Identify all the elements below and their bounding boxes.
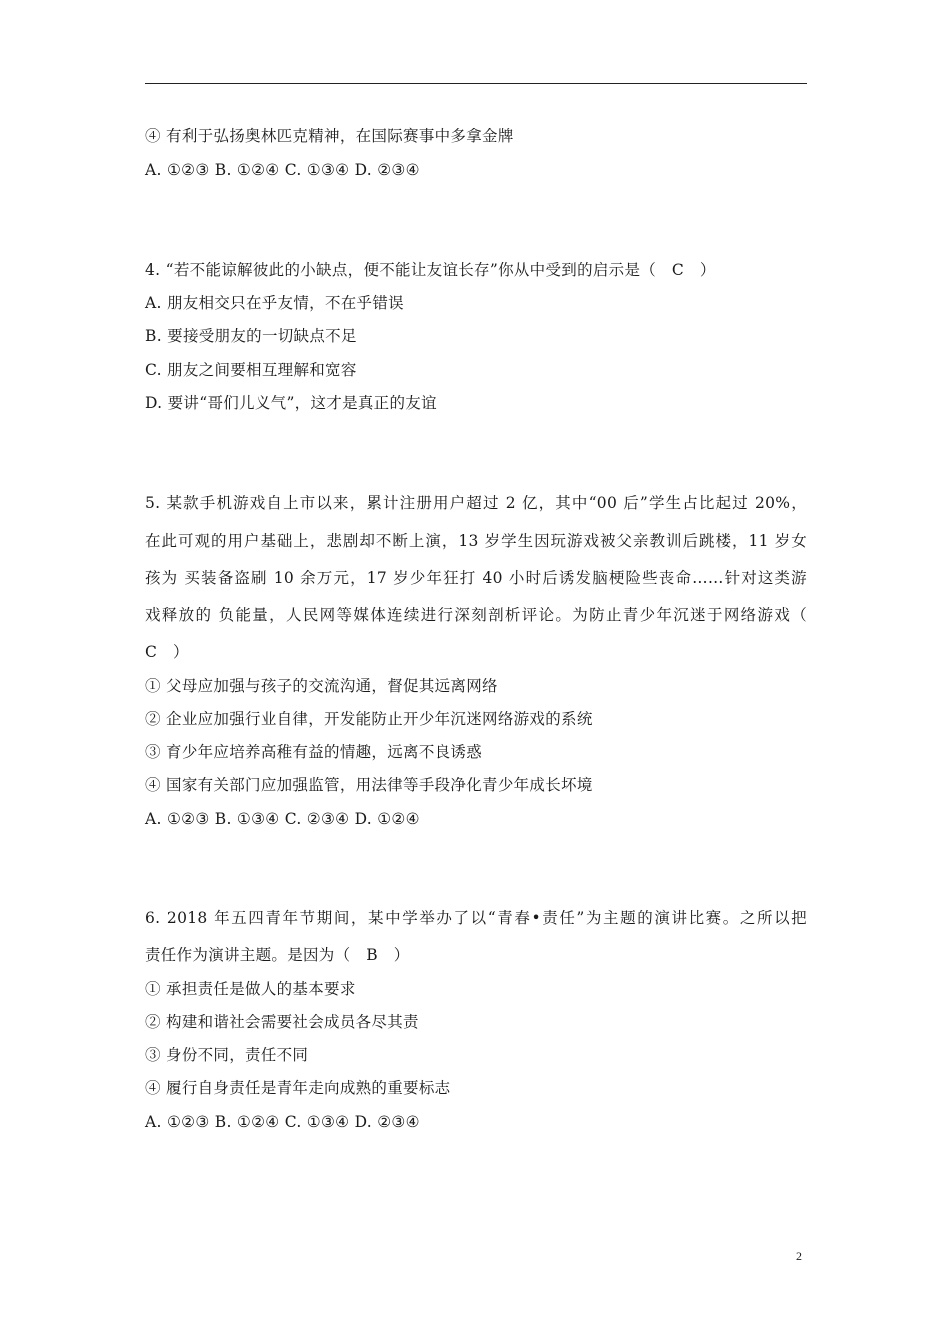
q5-answer: C ） — [145, 643, 189, 661]
q6-stem-line-2: 责任作为演讲主题。是因为（ B ） — [145, 946, 410, 964]
q4-choice-c: C. 朋友之间要相互理解和宽容 — [145, 361, 357, 379]
q4-stem: 4. “若不能谅解彼此的小缺点，便不能让友谊长存”你从中受到的启示是（ C ） — [145, 261, 716, 279]
q5-option-4: ④ 国家有关部门应加强监管，用法律等手段净化青少年成长坏境 — [145, 776, 593, 794]
q5-stem-line-3: 孩为 买装备盗刷 10 余万元，17 岁少年狂打 40 小时后诱发脑梗险些丧命……针对这类游 — [145, 569, 807, 587]
q6-choices: A. ①②③ B. ①②④ C. ①③④ D. ②③④ — [145, 1113, 420, 1131]
q5-option-2: ② 企业应加强行业自律，开发能防止开少年沉迷网络游戏的系统 — [145, 710, 593, 728]
q6-stem-line-1: 6. 2018 年五四青年节期间，某中学举办了以“青春•责任”为主题的演讲比赛。之所以把 — [145, 909, 807, 927]
page-number: 2 — [796, 1249, 802, 1263]
q5-choices: A. ①②③ B. ①③④ C. ②③④ D. ①②④ — [145, 810, 420, 828]
q3-option-4: ④ 有利于弘扬奥林匹克精神，在国际赛事中多拿金牌 — [145, 127, 514, 145]
q5-stem-line-4: 戏释放的 负能量，人民网等媒体连续进行深刻剖析评论。为防止青少年沉迷于网络游戏（ — [145, 606, 807, 624]
q4-choice-a: A. 朋友相交只在乎友情，不在乎错误 — [145, 294, 404, 312]
q3-choices: A. ①②③ B. ①②④ C. ①③④ D. ②③④ — [145, 161, 420, 179]
q4-choice-d: D. 要讲“哥们儿义气”，这才是真正的友谊 — [145, 394, 437, 412]
header-rule — [145, 83, 807, 84]
q5-stem-line-1: 5. 某款手机游戏自上市以来，累计注册用户超过 2 亿，其中“00 后”学生占比起过 20%， — [145, 494, 807, 512]
q6-option-3: ③ 身份不同，责任不同 — [145, 1046, 309, 1064]
q6-option-1: ① 承担责任是做人的基本要求 — [145, 980, 356, 998]
q6-option-2: ② 构建和谐社会需要社会成员各尽其责 — [145, 1013, 419, 1031]
q5-stem-line-2: 在此可观的用户基础上，悲剧却不断上演，13 岁学生因玩游戏被父亲教训后跳楼，11 岁女 — [145, 532, 807, 550]
q5-option-3: ③ 育少年应培养高稚有益的情趣，远离不良诱惑 — [145, 743, 483, 761]
q6-option-4: ④ 履行自身责任是青年走向成熟的重要标志 — [145, 1079, 451, 1097]
q5-option-1: ① 父母应加强与孩子的交流沟通，督促其远离网络 — [145, 677, 498, 695]
q4-choice-b: B. 要接受朋友的一切缺点不足 — [145, 327, 357, 345]
